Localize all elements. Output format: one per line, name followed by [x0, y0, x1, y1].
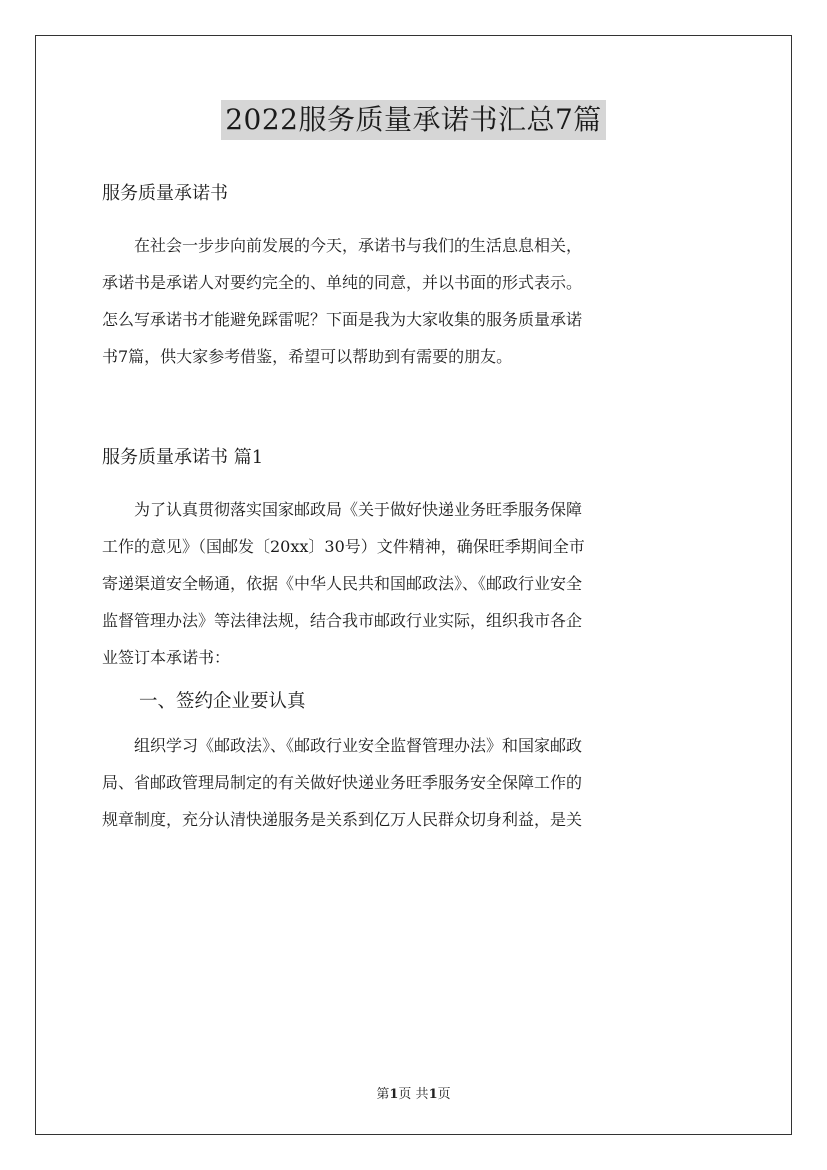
intro-heading: 服务质量承诺书 — [102, 183, 228, 204]
section1-paragraph-1 — [102, 491, 724, 676]
section1-line: 为了认真贯彻落实国家邮政局《关于做好快递业务旺季服务保障 — [134, 500, 583, 519]
page-footer — [0, 1083, 827, 1102]
title-container — [0, 100, 827, 140]
section1-heading: 服务质量承诺书 篇1 — [102, 447, 264, 468]
section1-line: 组织学习《邮政法》、《邮政行业安全监督管理办法》和国家邮政 — [134, 736, 583, 755]
footer-total-pages: 1 — [428, 1087, 438, 1102]
intro-paragraph — [102, 227, 724, 375]
section1-paragraph-2 — [102, 727, 724, 838]
intro-line: 书7篇，供大家参考借鉴，希望可以帮助到有需要的朋友。 — [102, 347, 513, 366]
section1-line: 规章制度，充分认清快递服务是关系到亿万人民群众切身利益，是关 — [102, 810, 583, 829]
section1-line: 监督管理办法》等法律法规，结合我市邮政行业实际，组织我市各企 — [102, 611, 583, 630]
document-title: 2022服务质量承诺书汇总7篇 — [221, 100, 606, 140]
footer-prefix: 第 — [376, 1087, 390, 1102]
footer-mid: 页 共 — [398, 1087, 429, 1102]
section1-line: 业签订本承诺书： — [102, 648, 231, 667]
intro-line: 承诺书是承诺人对要约完全的、单纯的同意，并以书面的形式表示。 — [102, 273, 583, 292]
intro-line: 怎么写承诺书才能避免踩雷呢？下面是我为大家收集的服务质量承诺 — [102, 310, 583, 329]
footer-suffix: 页 — [437, 1087, 451, 1102]
footer-page-number: 1 — [389, 1087, 399, 1102]
document-body — [102, 178, 724, 838]
section1-line: 局、省邮政管理局制定的有关做好快递业务旺季服务安全保障工作的 — [102, 773, 583, 792]
intro-line: 在社会一步步向前发展的今天，承诺书与我们的生活息息相关， — [134, 236, 583, 255]
section1-line: 工作的意见》（国邮发〔20xx〕30号）文件精神，确保旺季期间全市 — [102, 537, 585, 556]
section1-subheading: 一、签约企业要认真 — [139, 691, 306, 712]
section1-line: 寄递渠道安全畅通，依据《中华人民共和国邮政法》、《邮政行业安全 — [102, 574, 583, 593]
